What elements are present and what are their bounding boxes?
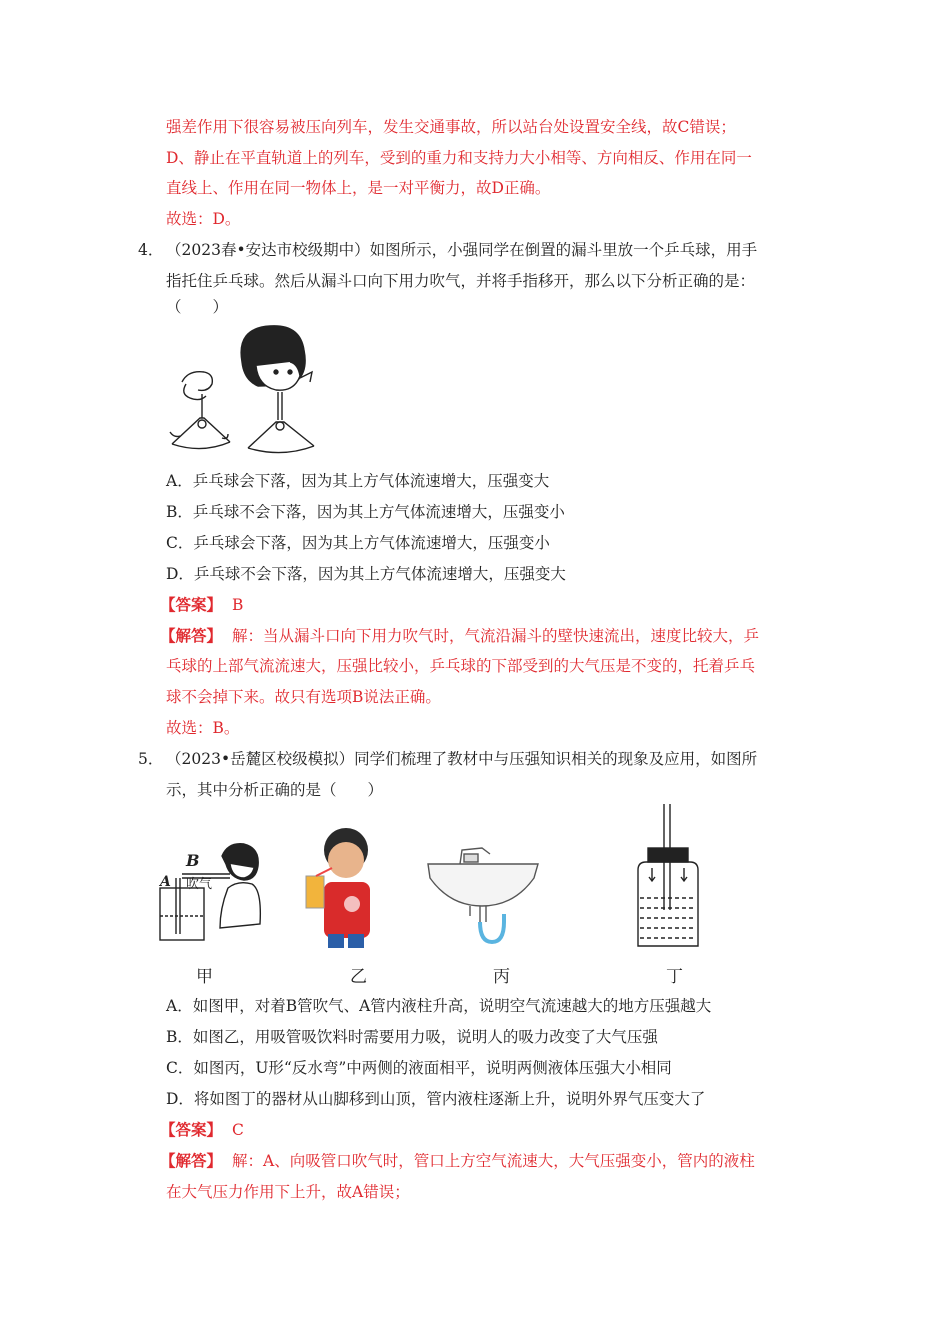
option-b: B．如图乙，用吸管吸饮料时需要用力吸，说明人的吸力改变了大气压强 xyxy=(166,1028,658,1046)
blow-label: 吹气 xyxy=(186,877,213,892)
option-d: D．将如图丁的器材从山脚移到山顶，管内液柱逐渐上升，说明外界气压变大了 xyxy=(166,1090,706,1108)
tube-b-label: B xyxy=(186,851,200,870)
figure-ding-bottle xyxy=(632,800,706,950)
explanation-line: 解：A、向吸管口吹气时，管口上方空气流速大，大气压强变小，管内的液柱 xyxy=(232,1152,755,1170)
explanation-label: 【解答】 xyxy=(160,1151,223,1170)
answer-label: 【答案】 xyxy=(160,595,223,614)
explanation-line: 在大气压力作用下上升，故A错误； xyxy=(166,1183,410,1201)
question-number: 5． xyxy=(138,750,164,768)
explanation-line: 乓球的上部气流流速大，压强比较小，乒乓球的下部受到的大气压是不变的，托着乒乓 xyxy=(166,657,756,675)
prev-choice: 故选：D。 xyxy=(166,210,241,228)
figure-label-ding: 丁 xyxy=(666,967,683,987)
tube-a-label: A xyxy=(160,874,171,890)
answer-label: 【答案】 xyxy=(160,1120,223,1139)
figure-label-bing: 丙 xyxy=(493,967,510,987)
option-a: A．如图甲，对着B管吹气、A管内液柱升高，说明空气流速越大的地方压强越大 xyxy=(166,997,712,1015)
figure-label-yi: 乙 xyxy=(350,967,367,987)
explanation-line: 解：当从漏斗口向下用力吹气时，气流沿漏斗的壁快速流出，速度比较大，乒 xyxy=(232,627,760,645)
question-stem: 指托住乒乓球。然后从漏斗口向下用力吹气，并将手指移开，那么以下分析正确的是： xyxy=(166,272,756,290)
prev-explanation-line: D、静止在平直轨道上的列车，受到的重力和支持力大小相等、方向相反、作用在同一 xyxy=(166,149,752,167)
answer-value: C xyxy=(232,1121,244,1139)
figure-jia-blowing-tube xyxy=(152,838,272,946)
question-number: 4． xyxy=(138,241,164,259)
question-stem: （2023春•安达市校级期中）如图所示，小强同学在倒置的漏斗里放一个乒乓球，用手 xyxy=(166,241,758,259)
choice-line: 故选：B。 xyxy=(166,719,240,737)
figure-label-jia: 甲 xyxy=(196,967,213,987)
option-d: D．乒乓球不会下落，因为其上方气体流速增大，压强变大 xyxy=(166,565,566,583)
question-stem: （2023•岳麓区校级模拟）同学们梳理了教材中与压强知识相关的现象及应用，如图所 xyxy=(166,750,758,768)
prev-explanation-line: 直线上、作用在同一物体上，是一对平衡力，故D正确。 xyxy=(166,179,551,197)
option-a: A．乒乓球会下落，因为其上方气体流速增大，压强变大 xyxy=(166,472,550,490)
option-c: C．如图丙，U形“反水弯”中两侧的液面相平，说明两侧液体压强大小相同 xyxy=(166,1059,672,1077)
option-b: B．乒乓球不会下落，因为其上方气体流速增大，压强变小 xyxy=(166,503,565,521)
option-c: C．乒乓球会下落，因为其上方气体流速增大，压强变小 xyxy=(166,534,550,552)
funnel-pingpong-figure xyxy=(164,322,334,458)
explanation-label: 【解答】 xyxy=(160,626,223,645)
question-stem: （ ） xyxy=(166,298,229,316)
explanation-line: 球不会掉下来。故只有选项B说法正确。 xyxy=(166,688,441,706)
figure-yi-straw xyxy=(302,824,392,948)
prev-explanation-line: 强差作用下很容易被压向列车，发生交通事故，所以站台处设置安全线，故C错误； xyxy=(166,118,736,136)
figure-bing-sink xyxy=(424,844,542,948)
question-stem: 示，其中分析正确的是（ ） xyxy=(166,781,384,799)
answer-value: B xyxy=(232,596,244,614)
